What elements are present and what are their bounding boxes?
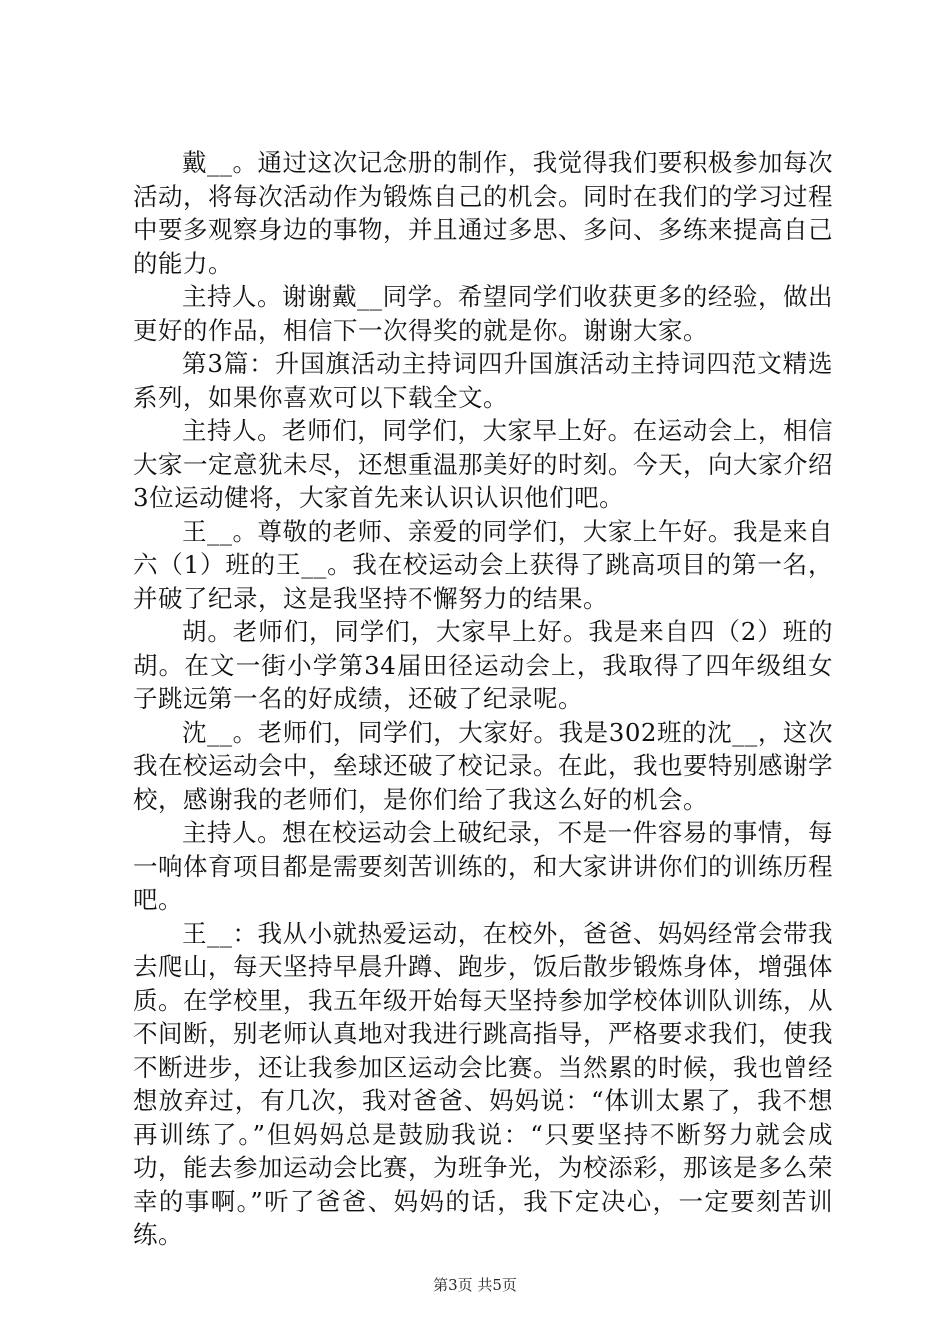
paragraph: 胡。老师们，同学们，大家早上好。我是来自四（2）班的胡。在文一街小学第34届田径运动会上，我取得了四年级组女子跳远第一名的好成绩，还破了纪录呢。 (133, 617, 833, 713)
paragraph: 主持人。老师们，同学们，大家早上好。在运动会上，相信大家一定意犹未尽，还想重温那美好的时刻。今天，向大家介绍3位运动健将，大家首先来认识认识他们吧。 (133, 416, 833, 512)
document-body (133, 146, 833, 1252)
paragraph: 王__：我从小就热爱运动，在校外，爸爸、妈妈经常会带我去爬山，每天坚持早晨升蹲、跑步，饭后散步锻炼身体，增强体质。在学校里，我五年级开始每天坚持参加学校体训队训练，从不间断，别老师认真地对我进行跳高指导，严格要求我们，使我不断进步，还让我参加区运动会比赛。当然累的时候，我也曾经想放弃过，有几次，我对爸爸、妈妈说：“体训太累了，我不想再训练了。”但妈妈总是鼓励我说：“只要坚持不断努力就会成功，能去参加运动会比赛，为班争光，为校添彩，那该是多么荣幸的事啊。”听了爸爸、妈妈的话，我下定决心，一定要刻苦训练。 (133, 918, 833, 1249)
paragraph: 王__。尊敬的老师、亲爱的同学们，大家上午好。我是来自六（1）班的王__。我在校运动会上获得了跳高项目的第一名，并破了纪录，这是我坚持不懈努力的结果。 (133, 516, 833, 613)
paragraph: 第3篇：升国旗活动主持词四升国旗活动主持词四范文精选系列，如果你喜欢可以下载全文。 (133, 349, 833, 412)
paragraph: 主持人。谢谢戴__同学。希望同学们收获更多的经验，做出更好的作品，相信下一次得奖的就是你。谢谢大家。 (133, 282, 833, 345)
page-number-footer: 第3页 共5页 (433, 1276, 517, 1294)
paragraph: 主持人。想在校运动会上破纪录，不是一件容易的事情，每一响体育项目都是需要刻苦训练的，和大家讲讲你们的训练历程吧。 (133, 818, 833, 914)
paragraph: 沈__。老师们，同学们，大家好。我是302班的沈__，这次我在校运动会中，垒球还破了校记录。在此，我也要特别感谢学校，感谢我的老师们，是你们给了我这么好的机会。 (133, 717, 833, 814)
paragraph: 戴__。通过这次记念册的制作，我觉得我们要积极参加每次活动，将每次活动作为锻炼自己的机会。同时在我们的学习过程中要多观察身边的事物，并且通过多思、多问、多练来提高自己的能力。 (133, 148, 833, 278)
